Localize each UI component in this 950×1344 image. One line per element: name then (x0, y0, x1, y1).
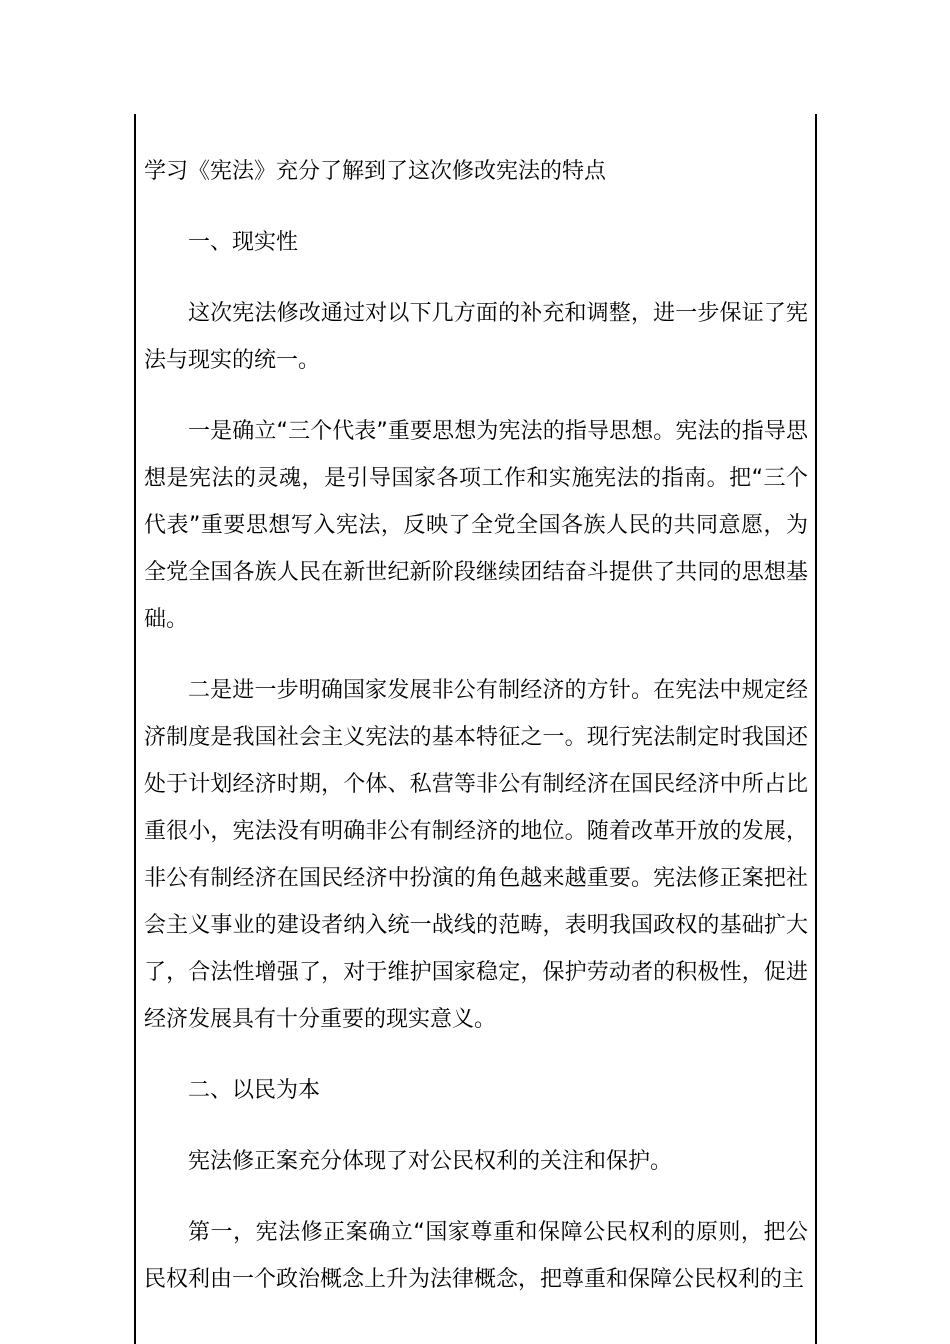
paragraph-intro: 这次宪法修改通过对以下几方面的补充和调整，进一步保证了宪法与现实的统一。 (144, 301, 808, 373)
section-heading-realism: 一、现实性 (188, 230, 299, 255)
section-heading-people: 二、以民为本 (188, 1078, 321, 1103)
document-title: 学习《宪法》充分了解到了这次修改宪法的特点 (144, 159, 607, 184)
paragraph-first-point: 第一，宪法修正案确立“国家尊重和保障公民权利的原则，把公民权利由一个政治概念上升为法律概念，把尊重和保障公民权利的主 (144, 1220, 808, 1292)
paragraph-point-one: 一是确立“三个代表”重要思想为宪法的指导思想。宪法的指导思想是宪法的灵魂，是引导国家各项工作和实施宪法的指南。把“三个代表”重要思想写入宪法，反映了全党全国各族人民的共同意愿，为全党全国各族人民在新世纪新阶段继续团结奋斗提供了共同的思想基础。 (144, 419, 808, 632)
paragraph-point-two: 二是进一步明确国家发展非公有制经济的方针。在宪法中规定经济制度是我国社会主义宪法的基本特征之一。现行宪法制定时我国还处于计划经济时期，个体、私营等非公有制经济在国民经济中所占比重很小，宪法没有明确非公有制经济的地位。随着改革开放的发展，非公有制经济在国民经济中扮演的角色越来越重要。宪法修正案把社会主义事业的建设者纳入统一战线的范畴，表明我国政权的基础扩大了，合法性增强了，对于维护国家稳定，保护劳动者的积极性，促进经济发展具有十分重要的现实意义。 (144, 678, 808, 1032)
paragraph-rights-intro: 宪法修正案充分体现了对公民权利的关注和保护。 (188, 1149, 673, 1174)
document-body (144, 148, 808, 1327)
left-border-line (134, 114, 136, 1344)
right-border-line (815, 114, 817, 1344)
